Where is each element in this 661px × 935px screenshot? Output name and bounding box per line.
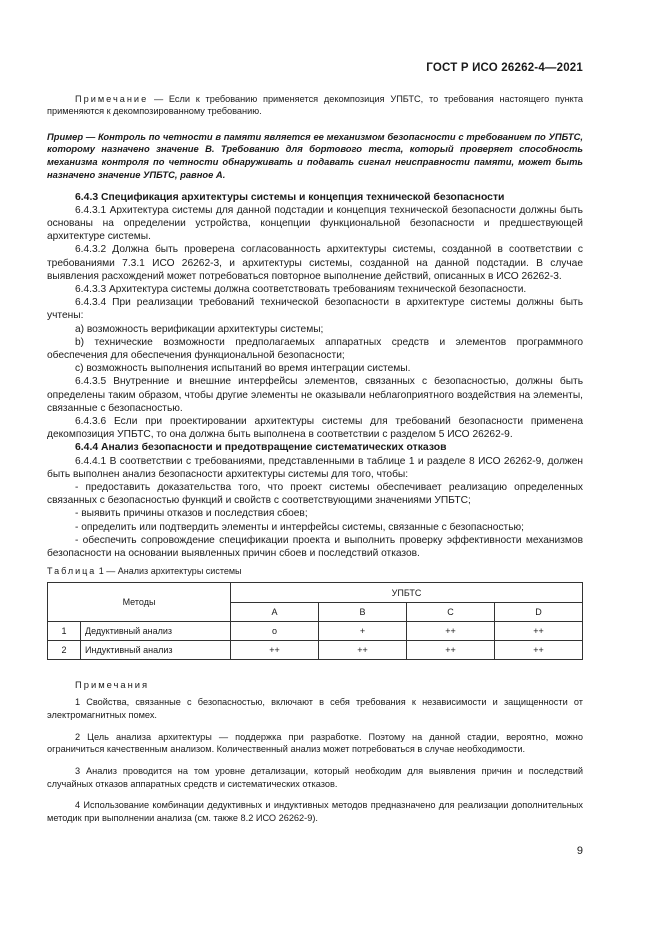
level-header: A: [231, 602, 319, 622]
bullet-item: - обеспечить сопровождение спецификации проекта и выполнить проверку эффективности механизмов безопасности на основании выявленных причин сбоев и последствий отказов.: [47, 534, 583, 560]
methods-header: Методы: [48, 583, 231, 622]
table-cell: ++: [231, 641, 319, 660]
para-6433: 6.4.3.3 Архитектура системы должна соответствовать требованиям технической безопасности.: [75, 284, 527, 295]
table-cell: +: [319, 622, 407, 641]
table-cell: ++: [319, 641, 407, 660]
level-header: C: [407, 602, 495, 622]
table-caption: [47, 566, 583, 576]
notes-title: Примечания: [75, 679, 150, 691]
note-top-label: Примечание: [75, 94, 149, 104]
level-header: D: [495, 602, 583, 622]
note-top: [47, 93, 583, 118]
table-cell: o: [231, 622, 319, 641]
table-caption-label: Таблица: [47, 566, 97, 577]
para-6431: 6.4.3.1 Архитектура системы для данной подстадии и концепция технической безопасности должны быть основаны на определении устройства, концепции функциональной безопасности и предшествующей архитектуре системы.: [47, 204, 583, 243]
bullet-item: - предоставить доказательства того, что проект системы обеспечивает реализацию определенных связанных с безопасностью функций и свойств с соответствующими значениями УПБТС;: [47, 482, 583, 507]
list-item-a: a) возможность верификации архитектуры системы;: [75, 323, 324, 335]
table-cell: ++: [495, 641, 583, 660]
para-6434: 6.4.3.4 При реализации требований технической безопасности в архитектуре системы должны быть учтены:: [47, 297, 583, 322]
level-header: B: [319, 602, 407, 622]
bullet-item: - определить или подтвердить элементы и интерфейсы системы, связанные с безопасностью;: [75, 521, 524, 533]
method-name: Индуктивный анализ: [81, 641, 231, 660]
note-item: 2 Цель анализа архитектуры — поддержка при разработке. Поэтому на данной стадии, вероятно, можно ограничиться качественным анализом. Количественный анализ может потребоваться в случае необходимости.: [47, 731, 583, 755]
table-header-row: [48, 583, 583, 603]
section-644-heading: 6.4.4 Анализ безопасности и предотвращение систематических отказов: [75, 442, 447, 454]
row-number: 2: [48, 641, 81, 660]
para-6441: 6.4.4.1 В соответствии с требованиями, представленными в таблице 1 и разделе 8 ИСО 26262-9, должен быть выполнен анализ безопасности архитектуры системы для того, чтобы:: [47, 455, 583, 480]
para-6436: 6.4.3.6 Если при проектировании архитектуры системы для требований безопасности применена декомпозиция УПБТС, то она должна быть выполнена в соответствии с разделом 5 ИСО 26262-9.: [47, 416, 583, 441]
note-item: 1 Свойства, связанные с безопасностью, включают в себя требования к независимости и защищенности от электромагнитных помех.: [47, 697, 583, 720]
example-paragraph: Пример — Контроль по четности в памяти является ее механизмом безопасности с требованием по УПБТС, которому назначено значение B. Требованию для бортового теста, который проверяет способность механизма контроля по четности обнаруживать и подавать сигнал неисправности памяти, может быть назначено значение УПБТС, равное A.: [47, 130, 583, 180]
para-6432: 6.4.3.2 Должна быть проверена согласованность архитектуры системы, созданной в соответствии с требованиями 7.3.1 ИСО 26262-3, и архитектуры системы, созданной на данной подстадии. В случае выявления расхождений может потребоваться повторное выполнение действий, описанных в ИСО 26262-3.: [47, 244, 583, 282]
para-6435: 6.4.3.5 Внутренние и внешние интерфейсы элементов, связанных с безопасностью, должны быть определены таким образом, чтобы другие элементы не оказывали неблагоприятного воздействия на элементы, связанные с безопасностью.: [47, 376, 583, 414]
note-top-text: — Если к требованию применяется декомпозиция УПБТС, то требования настоящего пункта применяются к декомпозированному требованию.: [47, 94, 583, 117]
upbts-header: УПБТС: [231, 583, 583, 603]
document-header: ГОСТ Р ИСО 26262-4—2021: [426, 62, 583, 74]
row-number: 1: [48, 622, 81, 641]
list-item-b: b) технические возможности предполагаемых аппаратных средств и элементов программного обеспечения для обеспечения функциональной безопасности;: [47, 336, 583, 362]
table-row: [48, 641, 583, 660]
note-item: 3 Анализ проводится на том уровне детализации, который необходим для выявления причин и последствий случайных отказов аппаратных средств и систематических отказов.: [47, 766, 583, 789]
bullet-item: - выявить причины отказов и последствия сбоев;: [75, 508, 308, 520]
table-cell: ++: [407, 641, 495, 660]
page-number: 9: [576, 845, 583, 857]
analysis-table: [47, 582, 583, 660]
table-cell: ++: [495, 622, 583, 641]
section-643-heading: 6.4.3 Спецификация архитектуры системы и концепция технической безопасности: [75, 191, 505, 203]
page-content: [47, 93, 583, 834]
table-cell: ++: [407, 622, 495, 641]
list-item-c: c) возможность выполнения испытаний во время интеграции системы.: [75, 363, 411, 375]
method-name: Дедуктивный анализ: [81, 622, 231, 641]
table-row: [48, 622, 583, 641]
note-item: 4 Использование комбинации дедуктивных и индуктивных методов предназначено для реализации дополнительных методик при выполнении анализа (см. также 8.2 ИСО 26262-9).: [47, 800, 583, 823]
table-caption-text: 1 — Анализ архитектуры системы: [96, 566, 242, 577]
